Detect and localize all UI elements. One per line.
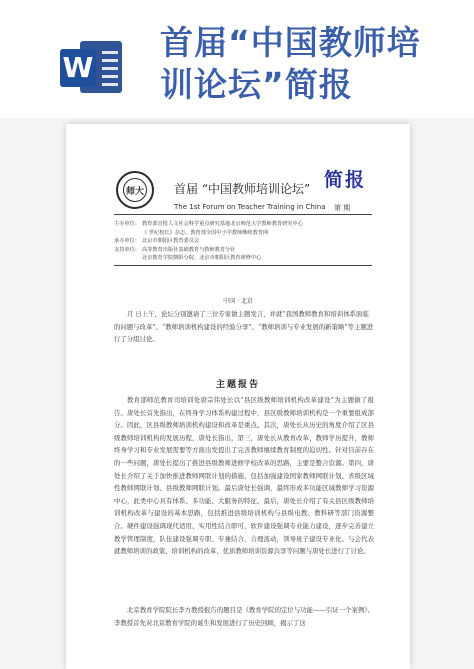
page-title [160,22,460,106]
location-line: 中国 · 北京 [223,298,253,305]
organizer-row: 《 世纪校长》杂志、教育部全国中小学教师继续教育网 [142,229,269,236]
intro-paragraph: 月 日上午，论坛分别邀请了三位专家做主题发言，并就“我国教师教育和培训体系面临的问题与改革”、“教师培训机构建设的经验分享”、“教师培训与专业发展的新策略”等主题进行了分组讨论。 [114,310,374,344]
body-paragraph: 北京教育学院院长李方教授报告的题目是《教育学院的定位与功能——引证一个案例》。李教授首先对北京教育学院的诞生和发展进行了历史回顾，揭示了这 [114,606,374,627]
document-preview[interactable] [66,124,410,669]
banner [0,0,474,118]
document-header-title: 首届 “中国教师培训论坛” [174,182,311,196]
forum-english-title: The 1st Forum on Teacher Training in China [174,203,326,211]
organizer-row: 支持单位： 高等教育出版社基础教育与教师教育分社 [114,246,236,253]
page-title-line-2: 训论坛”简报 [160,65,353,104]
emblem-text: 师大 [125,187,144,197]
issue-number: 第 期 [334,204,351,212]
word-document-icon [60,37,124,97]
header-divider [114,214,372,215]
section-heading: 主题报告 [215,380,260,390]
organizer-divider [114,265,372,266]
organizer-list [114,220,374,263]
briefing-badge: 简报 [324,169,367,191]
page-title-line-1: 首届“中国教师培 [160,23,421,62]
university-emblem-icon [116,171,154,209]
organizer-row: 承办单位： 北京市朝阳区教育委员会 [114,238,200,245]
organizer-row: 主办单位： 教育部首批人文社会科学重点研究基地北京师范大学教师教育研究中心 [114,221,303,227]
word-letter-tile: W [60,49,96,87]
organizer-row: 北京教育学院朝阳分院、北京市朝阳区教育研修中心 [142,255,262,262]
body-paragraph: 教育部师范教育司培训处唐宗伟处长以“县区级教师培训机构改革建设”为主题做了报告。唐处长首先指出，在终身学习体系构建过程中，县区级教师培训机构是一个重要组成部分。因此，区县级教师培训机构建设和改革是重点。其次，唐处长从历史的角度介绍了区县级教师培训机构的发展历程，唐处长指出，第三，唐处长从教育改革、教师学历提升，教师终身学习和专业发展需要等方面出发提出了完善教师继续教育制度的迫切性。针对目前存在的一些问题，唐处长提出了推进县级教师进修学校改革的思路，主要是整合资源。第四，唐处长介绍了关于加快推进教师网联计划的措施，包括加强建设国家教师网联计划、省级区域性教师网联计划、县级教师网联计划。最后唐处长强调，最终形成多功能区域教师学习资源中心，此类中心具有体系、多功能、大服务的特征。最后，唐处长介绍了有关县区级教师培训机构改革与建设的基本思路，包括推进县级培训机构与县级电教、教科研等部门资源整合。硬件建设强调现代适用、实用性结合即可，软件建设强调专业能力建设，逐步完善建立教学管理制度，队伍建设强调专职、专兼结合，合理流动，领导班子建设专业化。与会代表就教师培训的政策、培训机构的改革、优质教师培训资源共享等问题与唐处长进行了讨论。 [114,396,374,556]
